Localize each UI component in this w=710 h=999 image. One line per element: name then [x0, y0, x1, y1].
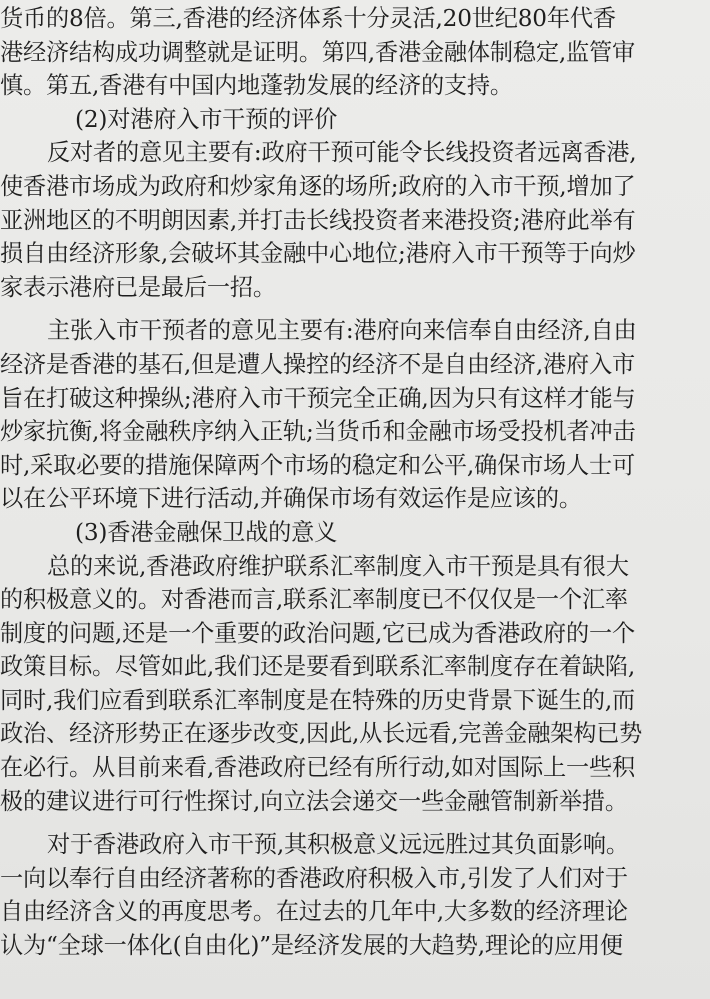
text-line: 的积极意义的。对香港而言,联系汇率制度已不仅仅是一个汇率: [0, 586, 628, 614]
body-text: [0, 2, 710, 963]
text-line: 反对者的意见主要有:政府干预可能令长线投资者远离香港,: [47, 139, 637, 167]
text-line: 总的来说,香港政府维护联系汇率制度入市干预是具有很大: [47, 552, 629, 580]
text-line: 损自由经济形象,会破坏其金融中心地位;港府入市干预等于向炒: [0, 240, 636, 268]
text-line: 港经济结构成功调整就是证明。第四,香港金融体制稳定,监管审: [0, 38, 636, 66]
text-line: 亚洲地区的不明朗因素,并打击长线投资者来港投资;港府此举有: [0, 206, 636, 234]
text-line: 货币的8倍。第三,香港的经济体系十分灵活,20世纪80年代香: [0, 5, 616, 32]
text-line: 慎。第五,香港有中国内地蓬勃发展的经济的支持。: [0, 72, 513, 100]
text-line: 炒家抗衡,将金融秩序纳入正轨;当货币和金融市场受投机者冲击: [0, 418, 636, 446]
text-line: 同时,我们应看到联系汇率制度是在特殊的历史背景下诞生的,而: [0, 686, 636, 714]
text-line: 经济是香港的基石,但是遭人操控的经济不是自由经济,港府入市: [0, 350, 636, 378]
text-line: 政策目标。尽管如此,我们还是要看到联系汇率制度存在着缺陷,: [0, 653, 636, 681]
section-heading: (3)香港金融保卫战的意义: [75, 518, 338, 546]
text-line: 自由经济含义的再度思考。在过去的几年中,大多数的经济理论: [0, 898, 628, 926]
text-line: 主张入市干预者的意见主要有:港府向来信奉自由经济,自由: [47, 317, 637, 345]
text-line: 极的建议进行可行性探讨,向立法会递交一些金融管制新举措。: [0, 787, 628, 815]
text-line: 制度的问题,还是一个重要的政治问题,它已成为香港政府的一个: [0, 619, 636, 647]
text-line: 家表示港府已是最后一招。: [0, 273, 276, 301]
text-line: 在必行。从目前来看,香港政府已经有所行动,如对国际上一些积: [0, 754, 636, 782]
text-line: 对于香港政府入市干预,其积极意义远远胜过其负面影响。: [47, 831, 629, 859]
text-line: 旨在打破这种操纵;港府入市干预完全正确,因为只有这样才能与: [0, 384, 636, 412]
text-line: 时,采取必要的措施保障两个市场的稳定和公平,确保市场人士可: [0, 451, 636, 479]
text-line: 认为“全球一体化(自由化)”是经济发展的大趋势,理论的应用便: [0, 932, 623, 960]
text-line: 政治、经济形势正在逐步改变,因此,从长远看,完善金融架构已势: [0, 720, 643, 748]
text-line: 以在公平环境下进行活动,并确保市场有效运作是应该的。: [0, 485, 582, 513]
text-line: 使香港市场成为政府和炒家角逐的场所;政府的入市干预,增加了: [0, 172, 636, 200]
section-heading: (2)对港府入市干预的评价: [75, 105, 338, 133]
text-line: 一向以奉行自由经济著称的香港政府积极入市,引发了人们对于: [0, 864, 628, 892]
